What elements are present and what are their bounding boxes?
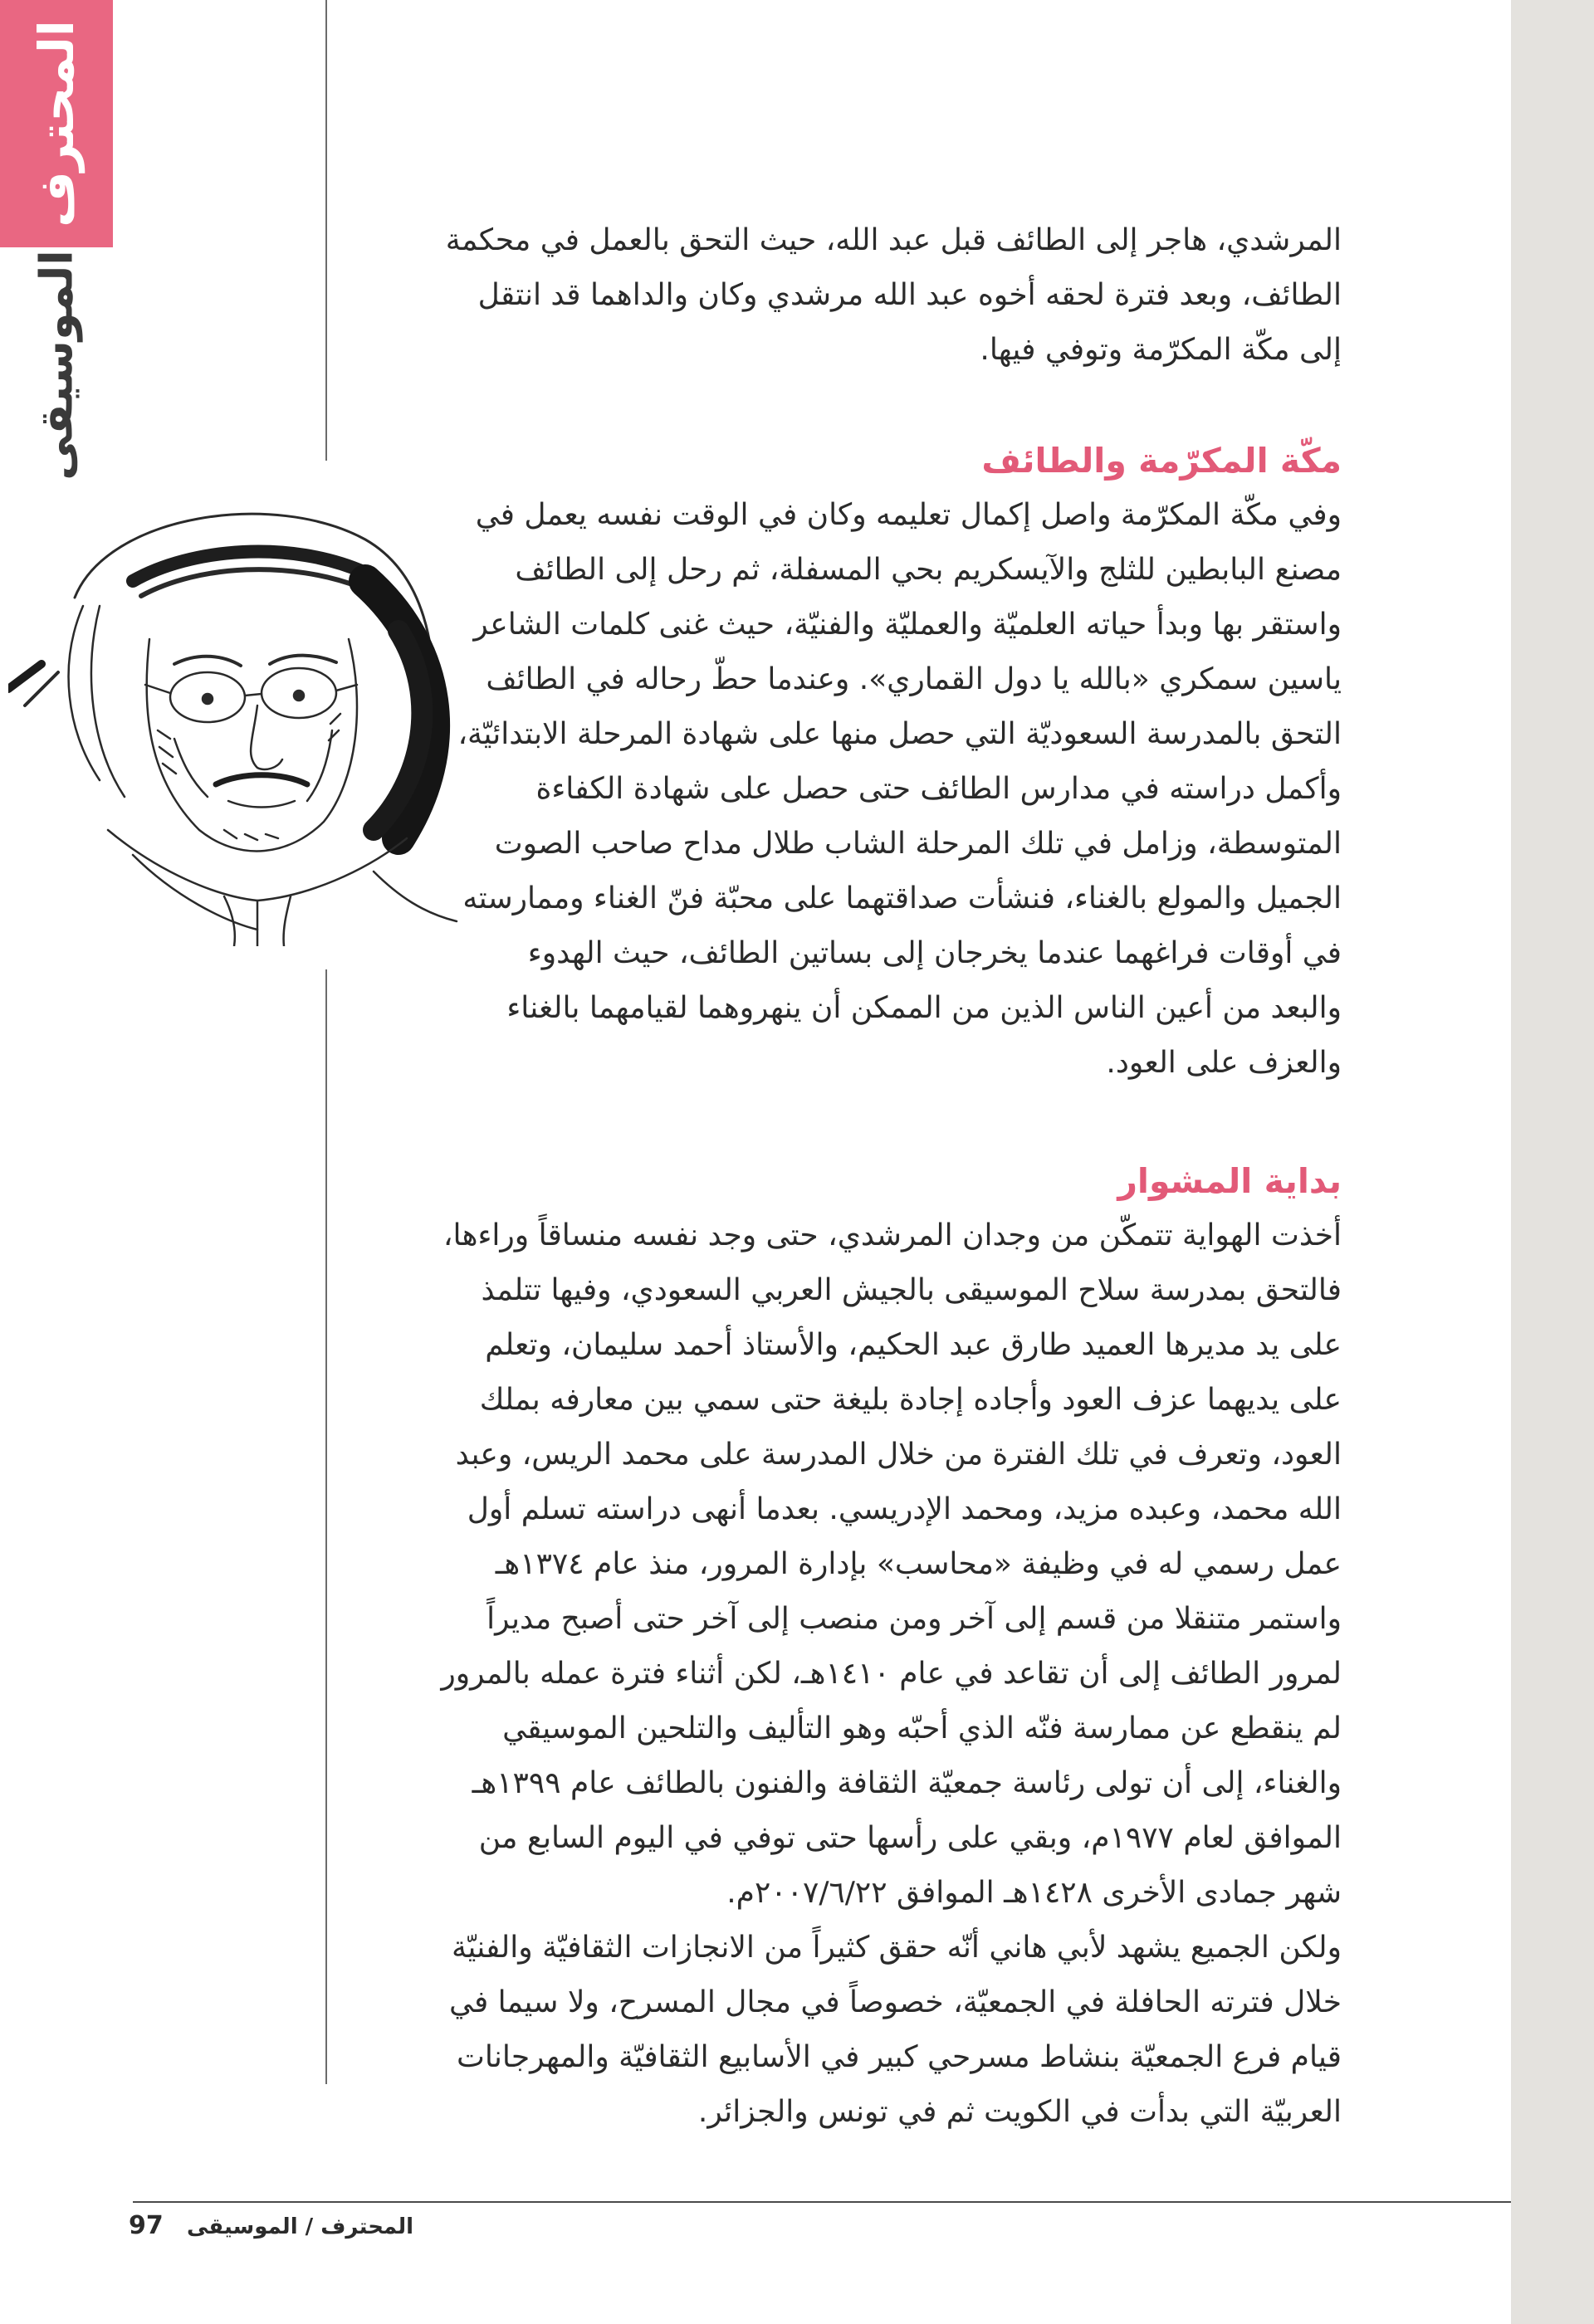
section-paragraph: ولكن الجميع يشهد لأبي هاني أنّه حقق كثيراً من الانجازات الثقافيّة والفنيّة خلال فترته الحافلة في الجمعيّة، خصوصاً في مجال المسرح، ولا سيما في قيام فرع الجمعيّة بنشاط مسرحي كبير في الأسابيع الثقافيّة والمهرجانات العربيّة التي بدأت في الكويت ثم في تونس والجزائر. [448, 1931, 1342, 2129]
intro-paragraph: المرشدي، هاجر إلى الطائف قبل عبد الله، حيث التحق بالعمل في محكمة الطائف، وبعد فترة لحقه أخوه عبد الله مرشدي وكان والداهما قد انتقل إلى مكّة المكرّمة وتوفي فيها. [445, 223, 1342, 367]
section-heading: بداية المشوار [1117, 1161, 1342, 1201]
footer-section-title: المحترف / الموسيقى [187, 2214, 414, 2239]
section-career-start [440, 1154, 1342, 2140]
section-tab [0, 0, 113, 247]
footer-divider [133, 2201, 1511, 2203]
section-paragraph: وفي مكّة المكرّمة واصل إكمال تعليمه وكان في الوقت نفسه يعمل في مصنع البابطين للثلج والآيسكريم بحي المسفلة، ثم رحل إلى الطائف واستقر بها وبدأ حياته العلميّة والعمليّة والفنيّة، حيث غنى كلمات الشاعر ياسين سمكري «بالله يا دول القماري». وعندما حطّ رحاله في الطائف التحق بالمدرسة السعوديّة التي حصل منها على شهادة المرحلة الابتدائيّة، وأكمل دراسته في مدارس الطائف حتى حصل على شهادة الكفاءة المتوسطة، وزامل في تلك المرحلة الشاب طلال مداح صاحب الصوت الجميل والمولع بالغناء، فنشأت صداقتهما على محبّة فنّ الغناء وممارسته في أوقات فراغهما عندما يخرجان إلى بساتين الطائف، حيث الهدوء والبعد من أعين الناس الذين من الممكن أن ينهروهما لقيامهما بالغناء والعزف على العود. [457, 498, 1342, 1080]
page-number: 97 [129, 2211, 164, 2240]
intro-block [432, 213, 1342, 378]
vertical-divider-bottom [325, 969, 327, 2084]
vertical-divider-top [325, 0, 327, 461]
section-heading: مكّة المكرّمة والطائف [981, 441, 1342, 481]
section-tab-label: المحترف [28, 20, 85, 227]
section-subtitle: الموسيقى [30, 250, 83, 481]
section-makkah-taif [349, 433, 1342, 1091]
section-paragraph: أخذت الهواية تتمكّن من وجدان المرشدي، حتى وجد نفسه منساقاً وراءها، فالتحق بمدرسة سلاح الموسيقى بالجيش العربي السعودي، وفيها تتلمذ على يد مديرها العميد طارق عبد الحكيم، والأستاذ أحمد سليمان، وتعلم على يديهما عزف العود وأجاده إجادة بليغة حتى سمي بين معارفه بملك العود، وتعرف في تلك الفترة من خلال المدرسة على محمد الريس، وعبد الله محمد، وعبده مزيد، ومحمد الإدريسي. بعدما أنهى دراسته تسلم أول عمل رسمي له في وظيفة «محاسب» بإدارة المرور، منذ عام ١٣٧٤هـ واستمر متنقلا من قسم إلى آخر ومن منصب إلى آخر حتى أصبح مديراً لمرور الطائف إلى أن تقاعد في عام ١٤١٠هـ، لكن أثناء فترة عمله بالمرور لم ينقطع عن ممارسة فنّه الذي أحبّه وهو التأليف والتلحين الموسيقي والغناء، إلى أن تولى رئاسة جمعيّة الثقافة والفنون بالطائف عام ١٣٩٩هـ الموافق لعام ١٩٧٧م، وبقي على رأسها حتى توفي في اليوم السابع من شهر جمادى الأخرى ١٤٢٨هـ الموافق ٢٠٠٧/٦/٢٢م. [441, 1218, 1342, 1910]
